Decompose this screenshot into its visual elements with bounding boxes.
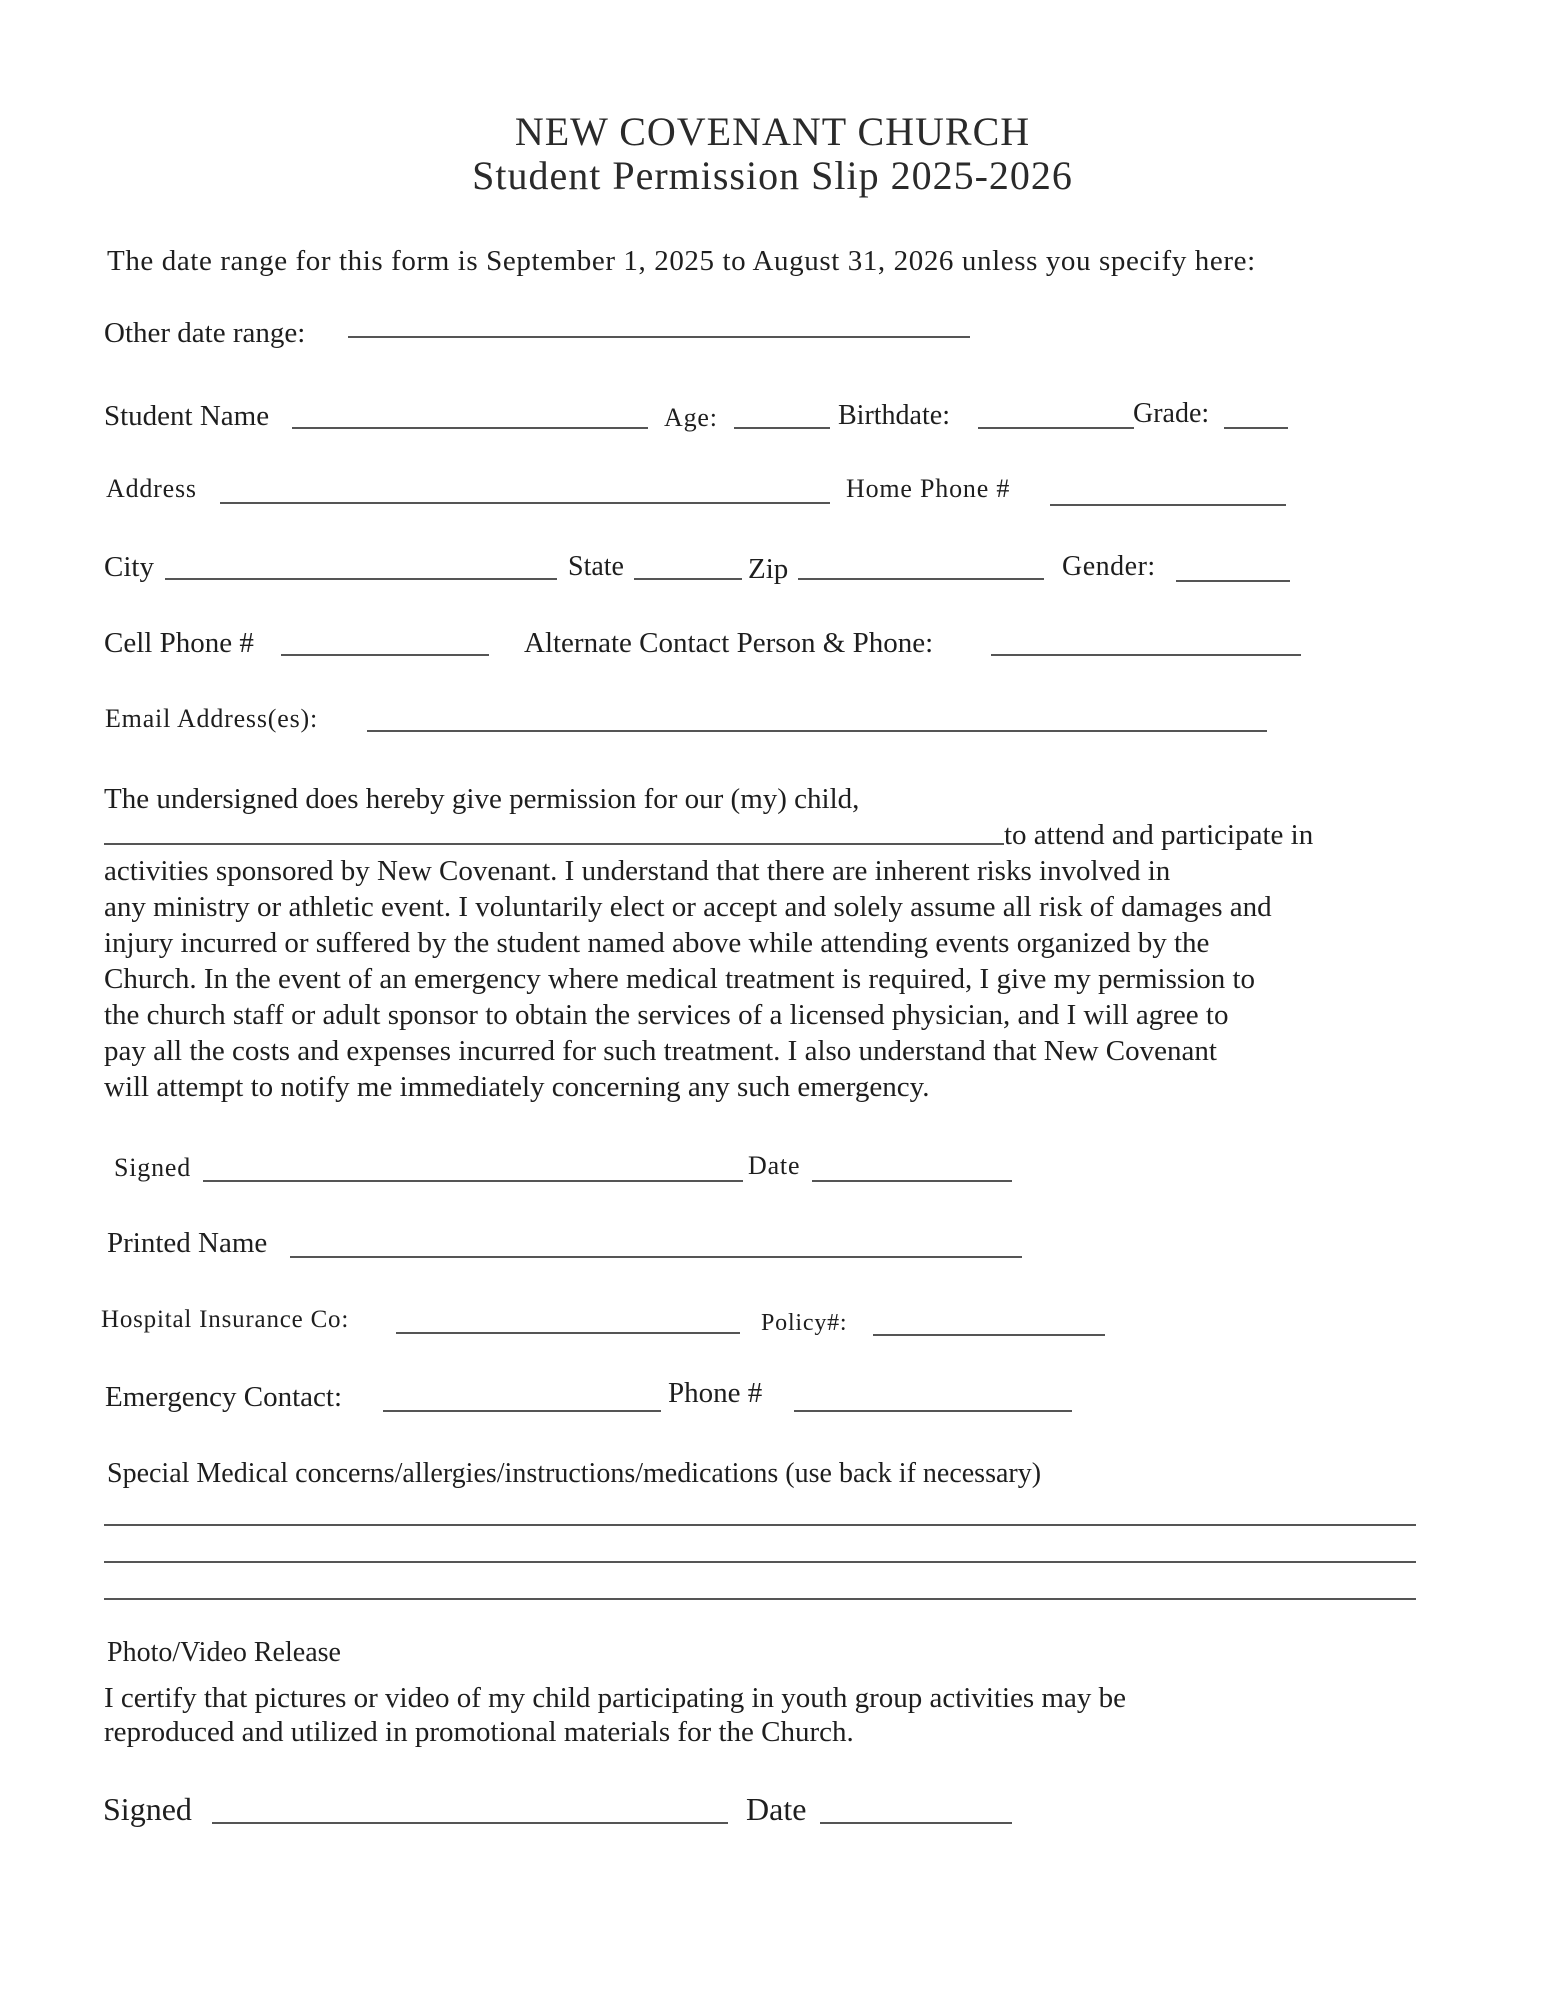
alternate-contact-label: Alternate Contact Person & Phone: [524,627,934,659]
city-input[interactable] [165,548,561,580]
permission-text-line: activities sponsored by New Covenant. I understand that there are inherent risks involved in [104,855,1171,887]
printed-name-label: Printed Name [107,1227,268,1259]
medical-input-3[interactable] [104,1568,1420,1600]
gender-input[interactable] [1176,550,1294,582]
alternate-contact-input[interactable] [991,624,1305,656]
photo-date-label: Date [746,1791,807,1827]
permission-line-2-suffix: to attend and participate in [1004,819,1314,851]
insurance-input[interactable] [396,1302,744,1334]
emergency-phone-input[interactable] [794,1380,1076,1412]
photo-signed-label: Signed [103,1791,192,1827]
zip-input[interactable] [798,548,1048,580]
birthdate-label: Birthdate: [838,400,950,431]
grade-input[interactable] [1224,397,1292,429]
permission-text-line: Church. In the event of an emergency where medical treatment is required, I give my permission to [104,963,1256,995]
date-input[interactable] [812,1150,1016,1182]
email-input[interactable] [367,700,1271,732]
form-title: Student Permission Slip 2025-2026 [472,153,1073,198]
permission-text-line: will attempt to notify me immediately concerning any such emergency. [104,1071,930,1103]
state-label: State [568,551,624,582]
emergency-contact-label: Emergency Contact: [105,1381,343,1413]
medical-input-1[interactable] [104,1494,1420,1526]
cell-phone-input[interactable] [281,624,493,656]
email-label: Email Address(es): [105,704,318,733]
state-input[interactable] [634,548,746,580]
signature-input[interactable] [203,1150,747,1182]
zip-label: Zip [748,553,789,585]
gender-label: Gender: [1062,551,1156,582]
child-name-input[interactable] [104,813,1008,845]
insurance-label: Hospital Insurance Co: [101,1306,350,1333]
medical-input-2[interactable] [104,1531,1420,1563]
medical-label: Special Medical concerns/allergies/instructions/medications (use back if necessary) [107,1458,1042,1489]
home-phone-input[interactable] [1050,474,1290,506]
grade-label: Grade: [1133,398,1210,429]
other-date-range-input[interactable] [348,306,974,338]
student-name-label: Student Name [104,400,270,432]
date-label: Date [748,1151,801,1180]
photo-date-input[interactable] [820,1792,1016,1824]
date-range-intro: The date range for this form is September 1, 2025 to August 31, 2026 unless you specify here: [107,245,1256,277]
address-label: Address [106,474,197,503]
policy-input[interactable] [873,1304,1109,1336]
photo-release-line: I certify that pictures or video of my child participating in youth group activities may be [104,1682,1126,1714]
printed-name-input[interactable] [290,1226,1026,1258]
emergency-contact-input[interactable] [383,1380,665,1412]
permission-text-line: injury incurred or suffered by the student named above while attending events organized by the [104,927,1210,959]
birthdate-input[interactable] [978,397,1138,429]
policy-label: Policy#: [761,1310,848,1336]
photo-release-line: reproduced and utilized in promotional materials for the Church. [104,1716,854,1748]
photo-signature-input[interactable] [212,1792,732,1824]
permission-text-line: any ministry or athletic event. I voluntarily elect or accept and solely assume all risk of damages and [104,891,1272,923]
age-label: Age: [664,403,718,432]
home-phone-label: Home Phone # [846,474,1011,503]
org-title: NEW COVENANT CHURCH [514,109,1031,154]
permission-text-line: pay all the costs and expenses incurred for such treatment. I also understand that New Covenant [104,1035,1217,1067]
city-label: City [104,551,154,583]
signed-label: Signed [114,1153,192,1182]
student-name-input[interactable] [292,397,652,429]
permission-line-1: The undersigned does hereby give permission for our (my) child, [104,783,860,815]
emergency-phone-label: Phone # [668,1377,763,1409]
cell-phone-label: Cell Phone # [104,627,254,659]
photo-release-heading: Photo/Video Release [107,1637,341,1668]
other-date-range-label: Other date range: [104,317,306,349]
permission-text-line: the church staff or adult sponsor to obtain the services of a licensed physician, and I will agree to [104,999,1229,1031]
age-input[interactable] [734,397,834,429]
address-input[interactable] [220,472,834,504]
